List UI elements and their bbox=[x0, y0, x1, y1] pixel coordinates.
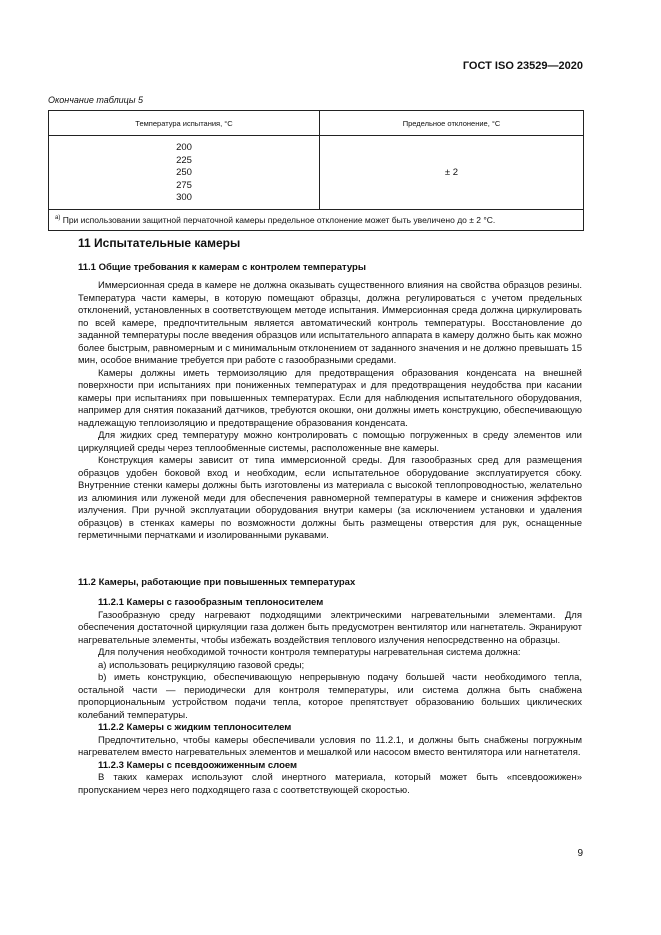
section-11-2-1-title: 11.2.1 Камеры с газообразным теплоносителем bbox=[98, 597, 324, 608]
list-item: b) иметь конструкцию, обеспечивающую непрерывную подачу большей части необходимого тепла, остальной части — периодически для контроля температуры, или система должна быть снабжена пропорциональным устройством подачи тепла, которое препятствует образованию больших циклических колебаний температуры. bbox=[78, 672, 582, 721]
table-footnote-row bbox=[49, 209, 584, 230]
table-footnote bbox=[49, 209, 584, 230]
section-11-1-body bbox=[78, 280, 582, 543]
temp-value: 225 bbox=[176, 154, 192, 166]
paragraph: Газообразную среду нагревают подходящими электрическими нагревательными элементами. Для обеспечения достаточной циркуляции газа должен быть предусмотрен вентилятор или нагнетатель. Экранируют нагревательные элементы, чтобы избежать воздействия теплового излучения непосредственно на образцы. bbox=[78, 609, 582, 646]
header-test-temperature: Температура испытания, °С bbox=[49, 111, 320, 136]
table-header-row bbox=[49, 111, 584, 136]
section-11-2-body bbox=[78, 597, 582, 797]
section-11-2-3-title: 11.2.3 Камеры с псевдоожиженным слоем bbox=[98, 759, 298, 771]
temp-value: 275 bbox=[176, 179, 192, 191]
table-caption: Окончание таблицы 5 bbox=[48, 95, 143, 105]
table-5 bbox=[48, 110, 584, 231]
section-11-title: 11 Испытательные камеры bbox=[78, 236, 241, 250]
paragraph: Для жидких сред температуру можно контролировать с помощью погруженных в среду элементов или циркуляцией среды через теплообменные системы, расположенные вне камеры. bbox=[78, 430, 582, 454]
list-item: а) использовать рециркуляцию газовой среды; bbox=[98, 659, 305, 671]
page-number: 9 bbox=[577, 848, 583, 859]
footnote-text: При использовании защитной перчаточной камеры предельное отклонение может быть увеличено до ± 2 °С. bbox=[62, 214, 496, 225]
paragraph: Конструкция камеры зависит от типа иммерсионной среды. Для газообразных сред для размещения образцов удобен боковой вход и необходим, если испытательное оборудование эксплуатируется сбоку. Внутренние стенки камеры должны быть изготовлены из материала с высокой теплопроводностью, желательно из алюминия или луженой меди для обеспечения равномерной температуры в камере и снижения эффектов излучения. При ручной эксплуатации оборудования внутри камеры (за исключением установки и удаления образцов) в стенках камеры по возможности должны быть размещены отверстия для рук, оснащенные герметичными перчатками и изолированными рукавами. bbox=[78, 455, 582, 541]
paragraph: Камеры должны иметь термоизоляцию для предотвращения образования конденсата на внешней поверхности при испытаниях при пониженных температурах и для предотвращения неудобства при касании камеры при испытаниях при повышенных температурах. Если для наблюдения испытательного оборудования, например для снятия показаний датчиков, требуются окошки, они должны иметь конструкцию, обеспечивающую надлежащую теплоизоляцию и предотвращение образования конденсата. bbox=[78, 367, 582, 429]
section-11-2-title: 11.2 Камеры, работающие при повышенных температурах bbox=[78, 577, 356, 588]
temp-value: 250 bbox=[176, 167, 192, 178]
header-deviation: Предельное отклонение, °С bbox=[320, 111, 584, 136]
paragraph: Иммерсионная среда в камере не должна оказывать существенного влияния на свойства образцов резины. Температура части камеры, в которую помещают образцы, должна регулироваться с учетом предельных отклонений, установленных в соответствующем методе испытания. Иммерсионная среда должна циркулировать по всей камере, предпочтительным является автоматический контроль температуры. Восстановление до заданной температуры после введения образцов или испытательного аппарата в камеру должно быть как можно более быстрым, равномерным и с минимальным отклонением от заданного значения и не должно превышать 15 мин, особое внимание требуется при работе с газообразными средами. bbox=[78, 280, 582, 366]
footnote-mark: a) bbox=[55, 214, 61, 221]
document-header: ГОСТ ISO 23529—2020 bbox=[462, 60, 583, 72]
section-11-2-2-title: 11.2.2 Камеры с жидким теплоносителем bbox=[98, 722, 292, 733]
paragraph: Предпочтительно, чтобы камеры обеспечивали условия по 11.2.1, и должны быть снабжены погружным нагревателем вместо нагревательных элементов и мешалкой или насосом вместо вентилятора или нагнетателя. bbox=[78, 734, 582, 758]
deviation-value: ± 2 bbox=[320, 136, 584, 210]
temp-value: 300 bbox=[176, 192, 192, 203]
paragraph: Для получения необходимой точности контроля температуры нагревательная система должна: bbox=[98, 647, 521, 658]
section-11-1-title: 11.1 Общие требования к камерам с контролем температуры bbox=[78, 262, 366, 273]
temp-value: 200 bbox=[176, 142, 192, 153]
temperature-values bbox=[49, 136, 320, 210]
paragraph: В таких камерах используют слой инертного материала, который может быть «псевдоожижен» пропусканием через него подходящего газа с соответствующей скоростью. bbox=[78, 772, 582, 796]
table-row bbox=[49, 136, 584, 210]
